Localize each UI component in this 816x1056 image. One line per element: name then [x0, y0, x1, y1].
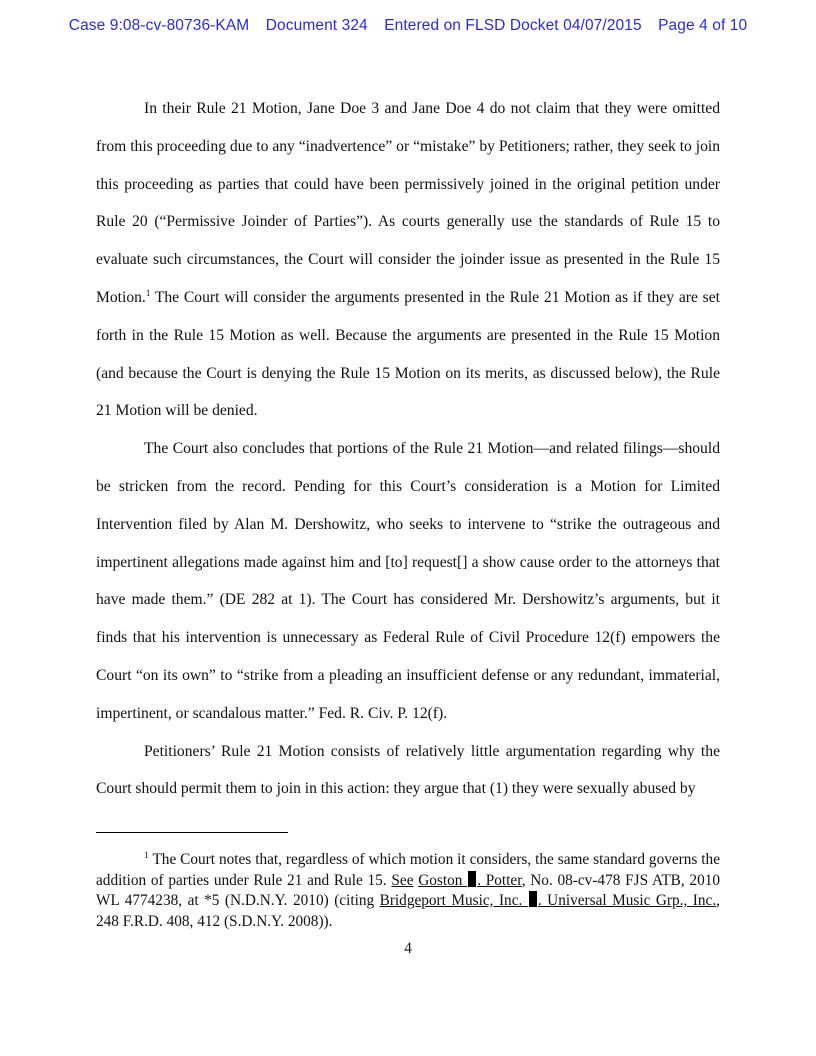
citation-signal-see: See — [391, 871, 414, 889]
entered-on-docket: Entered on FLSD Docket 04/07/2015 — [384, 17, 642, 34]
page-number: 4 — [404, 940, 412, 957]
paragraph-3: Petitioners’ Rule 21 Motion consists of relatively little argumentation regarding why the Court should permit them to join in this action: they argue that (1) they were sexually abused by — [96, 742, 720, 798]
redaction-box — [468, 871, 476, 887]
footnote-text: The Court notes that, regardless of which motion it considers, the same standard governs the addition of parties under Rule 21 and Rule 15. — [96, 851, 720, 889]
footnote-text-3: , 248 F.R.D. 408, 412 (S.D.N.Y. 2008)). — [96, 892, 720, 930]
case-name-goston: Goston — [418, 871, 463, 889]
paragraph-2: The Court also concludes that portions of the Rule 21 Motion—and related filings—should be stricken from the record. Pending for this Court’s consideration is a Motion for Limited Intervention filed by Alan M. Dershowitz, who seeks to intervene to “strike the outrageous and impertinent allegations made against him and [to] request[] a show cause order to the attorneys that have made them.” (DE 282 at 1). The Court has considered Mr. Dershowitz’s arguments, but it finds that his intervention is unnecessary as Federal Rule of Civil Procedure 12(f) empowers the Court “on its own” to “strike from a pleading an insufficient defense or any redundant, immaterial, impertinent, or scandalous matter.” Fed. R. Civ. P. 12(f). — [96, 440, 720, 722]
footnote-number: 1 — [144, 849, 149, 860]
footnote-divider — [96, 832, 288, 833]
footnote-text-2: , No. 08-cv-478 FJS ATB, 2010 WL 4774238, at *5 (N.D.N.Y. 2010) (citing — [96, 871, 721, 909]
paragraph-1-text: In their Rule 21 Motion, Jane Doe 3 and Jane Doe 4 do not claim that they were omitted from this proceeding due to any “inadvertence” or “mistake” by Petitioners; rather, they seek to join this proceeding as parties that could have been permissively joined in the original petition under Rule 20 (“Permissive Joinder of Parties”). As courts generally use the standards of Rule 15 to evaluate such circumstances, the Court will consider the joinder issue as presented in the Rule 15 Motion. — [96, 100, 720, 306]
body-text — [96, 90, 720, 808]
footnote-reference: 1 — [145, 287, 151, 298]
footnote — [96, 850, 720, 932]
page-count: Page 4 of 10 — [658, 17, 748, 34]
case-name-potter: . Potter — [477, 871, 522, 889]
case-number: Case 9:08-cv-80736-KAM — [68, 17, 250, 34]
case-citation-goston — [418, 872, 521, 889]
paragraph-1 — [96, 90, 720, 430]
docket-header — [0, 17, 816, 35]
document-number: Document 324 — [265, 17, 368, 34]
case-citation-bridgeport — [380, 892, 717, 909]
case-name-universal: . Universal Music Grp., Inc. — [537, 892, 717, 909]
case-name-bridgeport: Bridgeport Music, Inc. — [379, 892, 523, 909]
paragraph-1-text-continued: The Court will consider the arguments presented in the Rule 21 Motion as if they are set forth in the Rule 15 Motion as well. Because the arguments are presented in the Rule 15 Motion (and because the Court is denying the Rule 15 Motion on its merits, as discussed below), the Rule 21 Motion will be denied. — [96, 288, 720, 420]
footnote-1 — [96, 850, 720, 932]
redaction-box — [529, 891, 537, 907]
